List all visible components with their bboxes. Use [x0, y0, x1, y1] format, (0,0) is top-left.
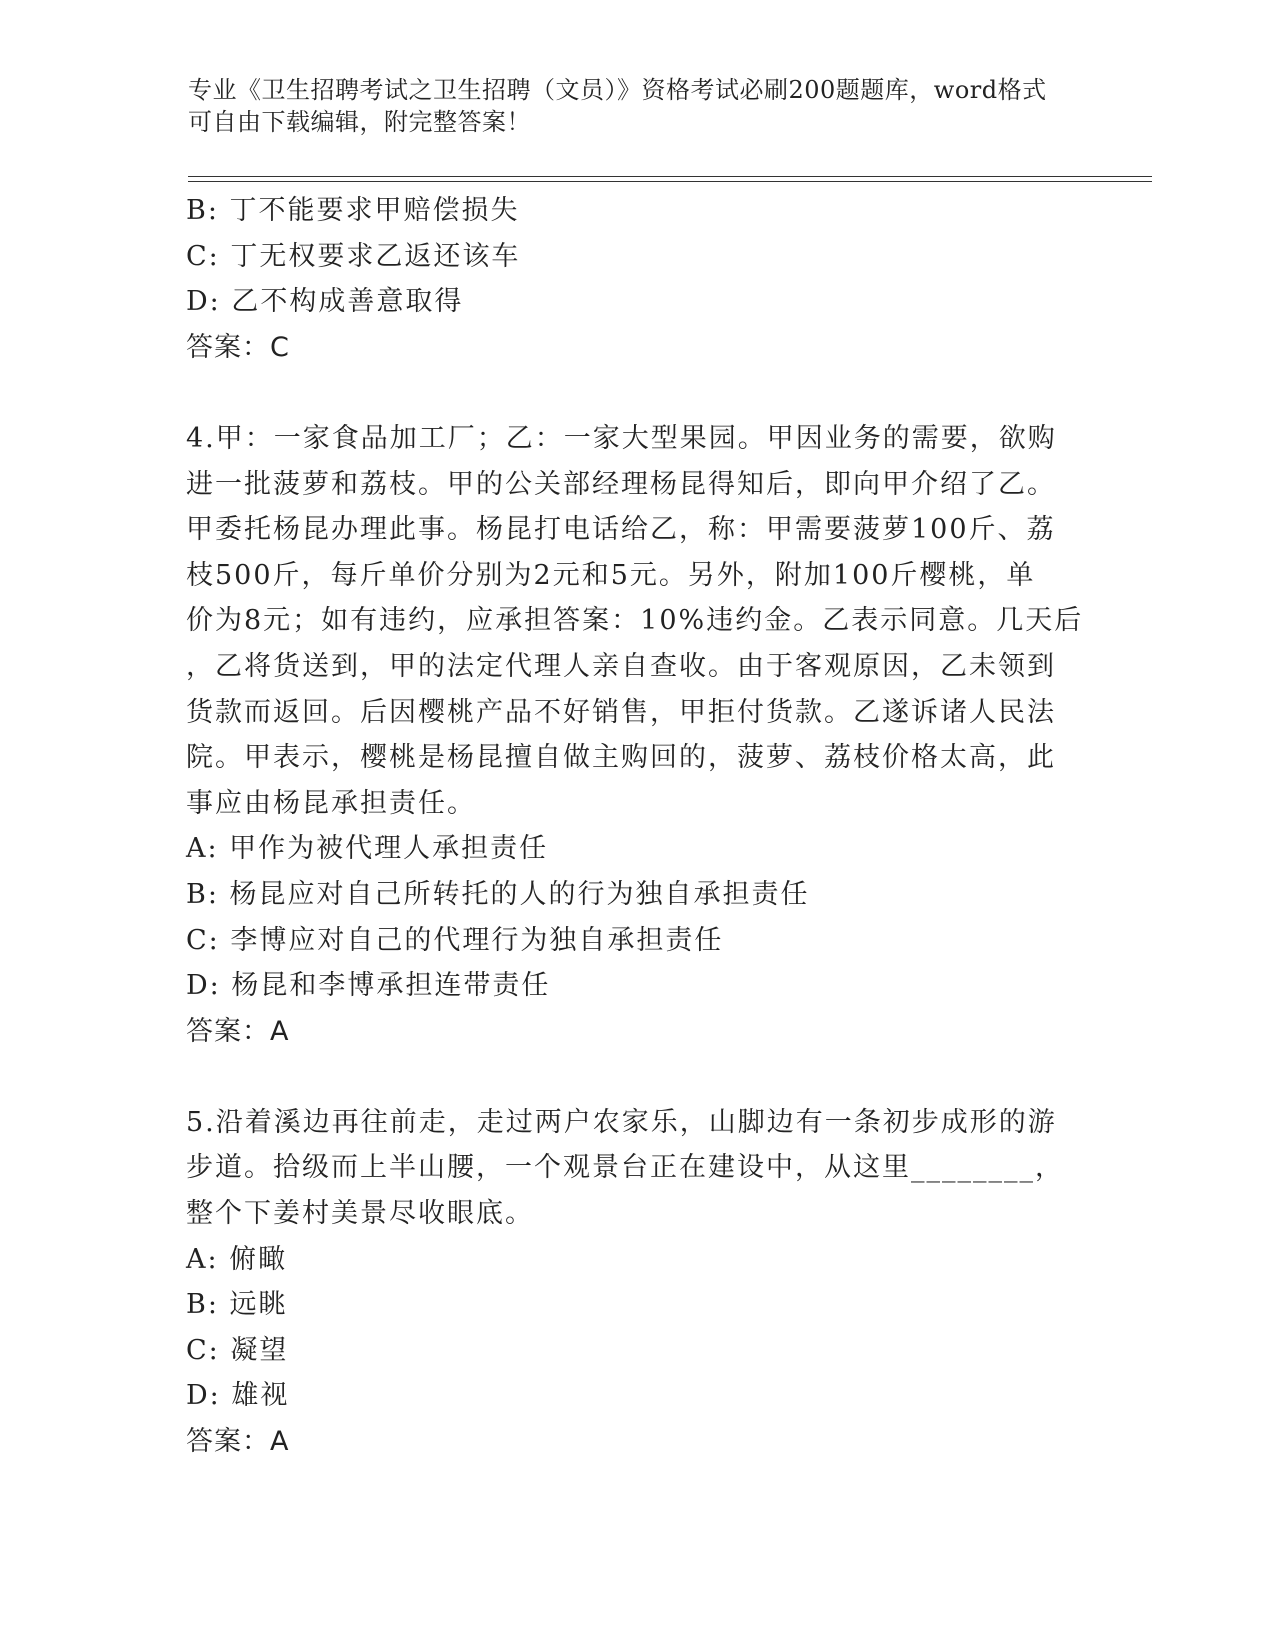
document-header	[188, 74, 1068, 138]
q4-stem-line: 货款而返回。后因樱桃产品不好销售，甲拒付货款。乙遂诉诸人民法	[186, 696, 1056, 728]
question-content	[186, 188, 1086, 1465]
q5-stem-line: 整个下姜村美景尽收眼底。	[186, 1198, 534, 1230]
q4-stem-line: 价为8元；如有违约，应承担答案：10%违约金。乙表示同意。几天后	[186, 605, 1084, 637]
q4-stem-line: ，乙将货送到，甲的法定代理人亲自查收。由于客观原因，乙未领到	[186, 650, 1056, 682]
spacer	[186, 370, 1086, 416]
q5-stem-line: 步道。拾级而上半山腰，一个观景台正在建设中，从这里________，	[186, 1152, 1064, 1184]
header-divider	[188, 176, 1152, 182]
question-3-partial	[186, 188, 1086, 370]
q4-option-b: B: 杨昆应对自己所转托的人的行为独自承担责任	[186, 878, 810, 910]
q4-stem-line: 4.甲：一家食品加工厂；乙：一家大型果园。甲因业务的需要，欲购	[186, 422, 1057, 454]
question-4	[186, 416, 1086, 1054]
q5-option-c: C: 凝望	[186, 1334, 289, 1366]
q5-stem-line: 5.沿着溪边再往前走，走过两户农家乐，山脚边有一条初步成形的游	[186, 1106, 1057, 1138]
q3-option-c: C: 丁无权要求乙返还该车	[186, 240, 521, 272]
q5-option-b: B: 远眺	[186, 1289, 288, 1321]
q3-option-b: B: 丁不能要求甲赔偿损失	[186, 195, 520, 226]
q4-option-a: A: 甲作为被代理人承担责任	[186, 833, 549, 865]
q3-option-d: D: 乙不构成善意取得	[186, 286, 464, 318]
q4-option-d: D: 杨昆和李博承担连带责任	[186, 970, 551, 1002]
header-title-line-1: 专业《卫生招聘考试之卫生招聘（文员）》资格考试必刷200题题库，word格式	[188, 76, 1047, 104]
q4-stem-line: 枝500斤，每斤单价分别为2元和5元。另外，附加100斤樱桃，单	[186, 559, 1036, 591]
q4-answer: 答案：A	[186, 1015, 290, 1047]
q5-option-d: D: 雄视	[186, 1380, 290, 1412]
q4-stem-line: 进一批菠萝和荔枝。甲的公关部经理杨昆得知后，即向甲介绍了乙。	[186, 468, 1056, 500]
spacer	[186, 1054, 1086, 1100]
q4-stem-line: 院。甲表示，樱桃是杨昆擅自做主购回的，菠萝、荔枝价格太高，此	[186, 742, 1056, 774]
q4-stem-line: 甲委托杨昆办理此事。杨昆打电话给乙，称：甲需要菠萝100斤、荔	[186, 514, 1056, 546]
question-5	[186, 1100, 1086, 1465]
q5-answer: 答案：A	[186, 1426, 290, 1458]
q4-stem-line: 事应由杨昆承担责任。	[186, 787, 476, 819]
q5-option-a: A: 俯瞰	[186, 1243, 288, 1275]
q4-option-c: C: 李博应对自己的代理行为独自承担责任	[186, 924, 724, 956]
header-title-line-2: 可自由下载编辑，附完整答案！	[188, 108, 531, 136]
q3-answer: 答案：C	[186, 331, 290, 363]
